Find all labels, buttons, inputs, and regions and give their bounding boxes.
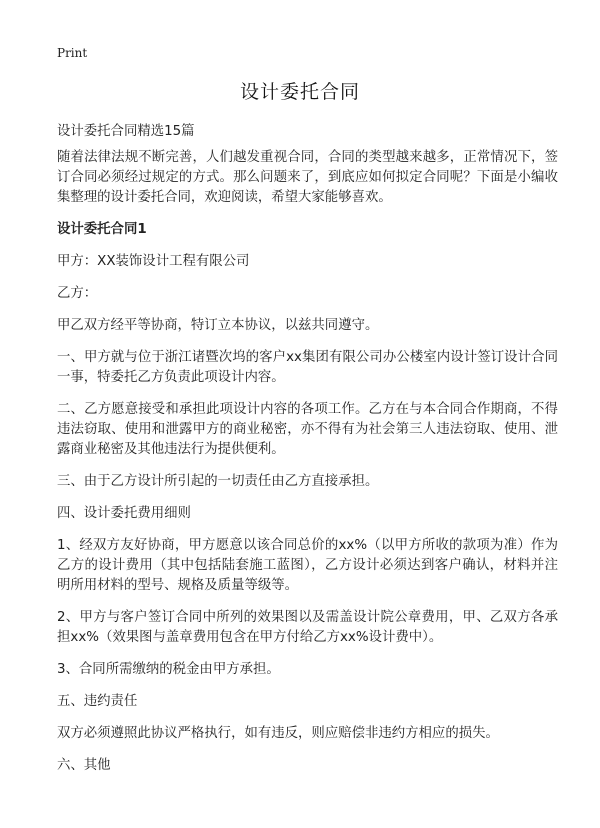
paragraph: 乙方： bbox=[57, 286, 98, 301]
paragraph: 1、经双方友好协商，甲方愿意以该合同总价的xx%（以甲方所收的款项为准）作为乙方的设计费用（其中包括陆套施工蓝图），乙方设计必须达到客户确认，材料并注明所用材料的型号、规格及质量等级等。 bbox=[57, 538, 558, 593]
paragraph: 五、违约责任 bbox=[57, 694, 138, 709]
paragraph: 3、合同所需缴纳的税金由甲方承担。 bbox=[57, 662, 280, 677]
paragraph: 双方必须遵照此协议严格执行，如有违反，则应赔偿非违约方相应的损失。 bbox=[57, 726, 499, 741]
document-subtitle: 设计委托合同精选15篇 bbox=[57, 124, 195, 139]
paragraph: 三、由于乙方设计所引起的一切责任由乙方直接承担。 bbox=[57, 474, 379, 489]
paragraph: 2、甲方与客户签订合同中所列的效果图以及需盖设计院公章费用，甲、乙双方各承担xx%（效果图与盖章费用包含在甲方付给乙方xx%设计费中）。 bbox=[57, 610, 558, 645]
paragraph: 甲方：XX装饰设计工程有限公司 bbox=[57, 254, 250, 269]
paragraph: 甲乙双方经平等协商，特订立本协议，以兹共同遵守。 bbox=[57, 318, 379, 333]
document-body bbox=[57, 122, 558, 788]
document-title: 设计委托合同 bbox=[239, 81, 360, 103]
section-heading: 设计委托合同1 bbox=[57, 222, 147, 237]
paragraph: 随着法律法规不断完善，人们越发重视合同，合同的类型越来越多，正常情况下，签订合同必须经过规定的方式。那么问题来了，到底应如何拟定合同呢？下面是小编收集整理的设计委托合同，欢迎阅读，希望大家能够喜欢。 bbox=[57, 150, 558, 205]
paragraph: 六、其他 bbox=[57, 758, 111, 773]
paragraph: 二、乙方愿意接受和承担此项设计内容的各项工作。乙方在与本合同合作期商，不得违法窃取、使用和泄露甲方的商业秘密，亦不得有为社会第三人违法窃取、使用、泄露商业秘密及其他违法行为提供便利。 bbox=[57, 402, 558, 457]
print-link[interactable]: Print bbox=[57, 46, 88, 60]
paragraph: 一、甲方就与位于浙江诸暨次坞的客户xx集团有限公司办公楼室内设计签订设计合同一事，特委托乙方负责此项设计内容。 bbox=[57, 350, 558, 385]
paragraph: 四、设计委托费用细则 bbox=[57, 506, 191, 521]
